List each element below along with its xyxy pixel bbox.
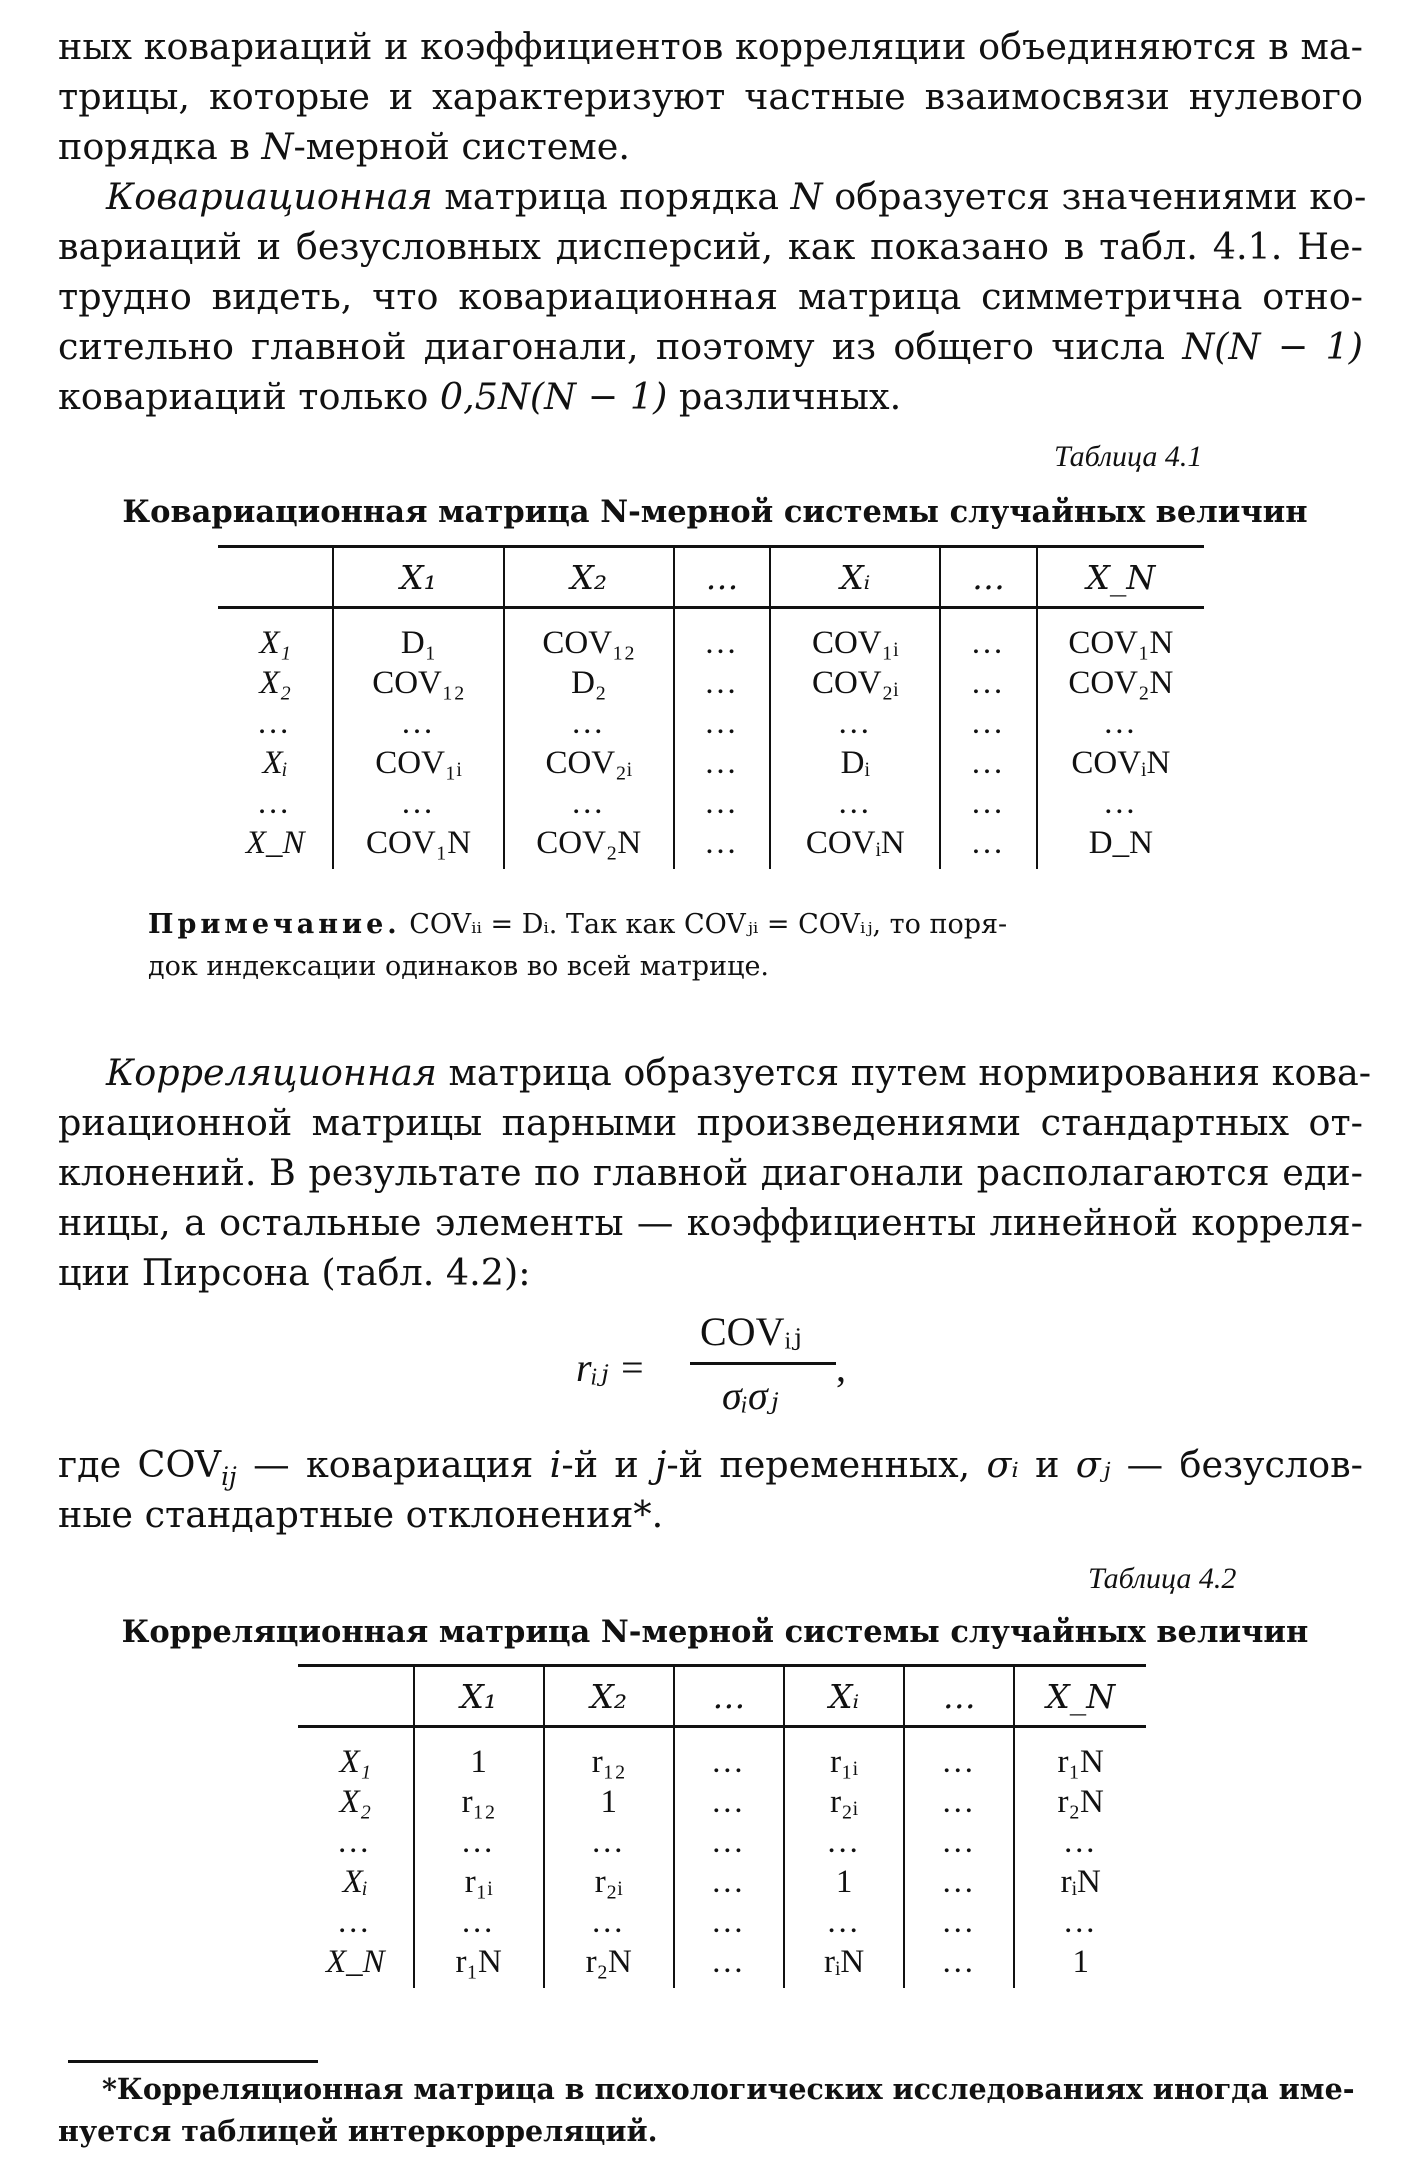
- row-header: X₁: [259, 624, 292, 661]
- table-cell: …: [333, 703, 503, 743]
- header-corner-cell: [218, 547, 333, 608]
- text-fragment: сительно главной диагонали, поэтому из общего числа: [58, 325, 1183, 368]
- text-line: ницы, а остальные элементы — коэффициенты линейной корреля-: [58, 1201, 1363, 1244]
- table-cell: …: [414, 1822, 544, 1862]
- column-header: X₁: [414, 1666, 544, 1727]
- header-corner-cell: [298, 1666, 414, 1727]
- table-cell: r₂ᵢ: [544, 1862, 674, 1902]
- table-cell: …: [674, 1902, 784, 1942]
- table-cell: COV₁ᵢ: [770, 608, 940, 664]
- math-symbol: i: [549, 1443, 562, 1486]
- text-line: [58, 372, 1363, 422]
- table-cell: …: [674, 1862, 784, 1902]
- column-header: X_N: [1037, 547, 1204, 608]
- table-cell: …: [1014, 1822, 1146, 1862]
- text-fragment: -й и: [561, 1443, 656, 1486]
- text-line: [148, 904, 1278, 946]
- math-symbol: j: [655, 1443, 667, 1486]
- text-line: [58, 172, 1367, 222]
- table-1-label: Таблица 4.1: [1054, 440, 1203, 473]
- text-fragment: порядка в: [58, 125, 262, 168]
- table-cell: …: [333, 783, 503, 823]
- table-cell: rᵢN: [1014, 1862, 1146, 1902]
- table-cell: COVᵢN: [770, 823, 940, 869]
- column-header: …: [940, 547, 1036, 608]
- text-line: риационной матрицы парными произведениями стандартных от-: [58, 1101, 1363, 1144]
- footnote: [58, 2068, 1363, 2152]
- table-cell: D_N: [1037, 823, 1204, 869]
- table-cell: COV₂ᵢ: [770, 663, 940, 703]
- column-header: X₂: [504, 547, 674, 608]
- table-cell: …: [674, 823, 770, 869]
- math-symbol: N: [261, 125, 294, 168]
- table-cell: D₁: [333, 608, 503, 664]
- text-fragment: матрица образуется путем нормирования кова-: [436, 1051, 1372, 1094]
- fraction-bar: [690, 1362, 836, 1365]
- column-header: …: [904, 1666, 1014, 1727]
- table-cell: r₂N: [544, 1942, 674, 1988]
- formula-comma: ,: [836, 1345, 846, 1390]
- text-fragment: — безуслов-: [1110, 1443, 1363, 1486]
- column-header: Xᵢ: [770, 547, 940, 608]
- table-cell: Dᵢ: [770, 743, 940, 783]
- table-cell: 1: [544, 1782, 674, 1822]
- table-cell: …: [940, 663, 1036, 703]
- table-cell: …: [770, 783, 940, 823]
- column-header: …: [674, 1666, 784, 1727]
- table-cell: 1: [1014, 1942, 1146, 1988]
- table-cell: …: [674, 1942, 784, 1988]
- table-cell: …: [504, 783, 674, 823]
- row-header: X_N: [325, 1943, 385, 1980]
- math-expression: 0,5N(N − 1): [439, 375, 668, 418]
- column-header: X_N: [1014, 1666, 1146, 1727]
- table-cell: COV₁N: [1037, 608, 1204, 664]
- table-cell: …: [674, 783, 770, 823]
- table-row: [218, 608, 1204, 664]
- table-cell: COV₁ᵢ: [333, 743, 503, 783]
- table-row: [218, 783, 1204, 823]
- covariance-table: [218, 545, 1204, 869]
- row-header: …: [339, 1903, 372, 1940]
- table-row: [218, 823, 1204, 869]
- math-expression: N(N − 1): [1182, 325, 1363, 368]
- table-cell: …: [674, 663, 770, 703]
- text-fragment: различных.: [667, 375, 902, 418]
- table-cell: …: [784, 1902, 904, 1942]
- text-fragment: -й переменных,: [666, 1443, 987, 1486]
- table-cell: …: [674, 743, 770, 783]
- column-header: …: [674, 547, 770, 608]
- paragraph-3: [58, 1048, 1372, 1298]
- table-cell: r₂ᵢ: [784, 1782, 904, 1822]
- formula-lhs: rᵢⱼ =: [576, 1345, 646, 1390]
- column-header: X₂: [544, 1666, 674, 1727]
- table-cell: …: [544, 1902, 674, 1942]
- table-cell: COV₂N: [504, 823, 674, 869]
- row-header: …: [259, 704, 292, 741]
- text-line: ные стандартные отклонения*.: [58, 1493, 664, 1536]
- text-line: [58, 122, 1363, 172]
- text-line: [58, 1048, 1372, 1098]
- table-cell: …: [674, 703, 770, 743]
- table-row: [218, 703, 1204, 743]
- table-cell: r₁ᵢ: [784, 1727, 904, 1783]
- row-header: X₂: [339, 1783, 372, 1820]
- table-row: [298, 1862, 1146, 1902]
- table-cell: …: [1037, 783, 1204, 823]
- table-cell: r₁₂: [544, 1727, 674, 1783]
- table-cell: …: [904, 1822, 1014, 1862]
- correlation-formula: [0, 1300, 1416, 1430]
- table-cell: …: [940, 743, 1036, 783]
- text-fragment: матрица порядка: [432, 175, 791, 218]
- note-label: Примечание.: [148, 909, 401, 940]
- table-row: [298, 1782, 1146, 1822]
- table-cell: r₁₂: [414, 1782, 544, 1822]
- table-cell: …: [544, 1822, 674, 1862]
- table-cell: COV₁₂: [333, 663, 503, 703]
- row-header: X_N: [245, 824, 305, 861]
- text-line: *Корреляционная матрица в психологических исследованиях иногда име-: [102, 2072, 1355, 2106]
- table-cell: …: [904, 1862, 1014, 1902]
- table-cell: 1: [784, 1862, 904, 1902]
- table-row: [218, 663, 1204, 703]
- text-line: [58, 1440, 1363, 1490]
- text-fragment: COVᵢᵢ = Dᵢ. Так как COVⱼᵢ = COVᵢⱼ, то поря-: [400, 909, 1008, 940]
- table-cell: COV₁N: [333, 823, 503, 869]
- row-header: X₁: [339, 1743, 372, 1780]
- table-cell: …: [1014, 1902, 1146, 1942]
- table-cell: …: [904, 1727, 1014, 1783]
- table-cell: r₁ᵢ: [414, 1862, 544, 1902]
- column-header: Xᵢ: [784, 1666, 904, 1727]
- text-line: нуется таблицей интеркорреляций.: [58, 2114, 658, 2148]
- paragraph-2: [58, 172, 1367, 422]
- text-fragment: образуется значениями ко-: [822, 175, 1367, 218]
- table-row: [298, 1942, 1146, 1988]
- table-cell: …: [674, 1727, 784, 1783]
- table-2-title: Корреляционная матрица N-мерной системы случайных величин: [121, 1614, 1309, 1650]
- row-header: Xᵢ: [262, 744, 288, 781]
- table-cell: …: [940, 608, 1036, 664]
- correlation-table: [298, 1664, 1146, 1988]
- text-line: трудно видеть, что ковариационная матрица симметрична отно-: [58, 275, 1363, 318]
- text-line: ции Пирсона (табл. 4.2):: [58, 1251, 531, 1294]
- table-cell: …: [940, 703, 1036, 743]
- table-cell: r₁N: [414, 1942, 544, 1988]
- table-row: [298, 1822, 1146, 1862]
- paragraph-1: [58, 22, 1363, 172]
- emphasis-term: Корреляционная: [106, 1051, 437, 1094]
- table-cell: …: [1037, 703, 1204, 743]
- paragraph-4: [58, 1440, 1363, 1540]
- text-line: док индексации одинаков во всей матрице.: [148, 951, 769, 982]
- text-fragment: где COV: [58, 1443, 222, 1486]
- formula-numerator: COVᵢⱼ: [700, 1309, 802, 1354]
- table-row: [298, 1727, 1146, 1783]
- formula-denominator: σᵢσⱼ: [722, 1373, 779, 1418]
- table-row: [298, 1902, 1146, 1942]
- table-cell: …: [674, 1782, 784, 1822]
- table-cell: …: [940, 823, 1036, 869]
- table-2-label: Таблица 4.2: [1088, 1562, 1237, 1595]
- table-cell: …: [414, 1902, 544, 1942]
- text-line: ных ковариаций и коэффициентов корреляции объединяются в ма-: [58, 25, 1363, 68]
- math-symbol: N: [790, 175, 823, 218]
- row-header: Xᵢ: [342, 1863, 369, 1900]
- table-cell: …: [674, 1822, 784, 1862]
- table-row: [218, 743, 1204, 783]
- table-cell: …: [904, 1902, 1014, 1942]
- table-cell: 1: [414, 1727, 544, 1783]
- text-fragment: — ковариация: [236, 1443, 550, 1486]
- table-cell: …: [674, 608, 770, 664]
- table-cell: …: [904, 1942, 1014, 1988]
- table-cell: COV₂N: [1037, 663, 1204, 703]
- row-header: …: [259, 784, 292, 821]
- table-cell: COVᵢN: [1037, 743, 1204, 783]
- emphasis-term: Ковариационная: [106, 175, 433, 218]
- table-cell: …: [784, 1822, 904, 1862]
- text-line: [58, 322, 1363, 372]
- column-header: X₁: [333, 547, 503, 608]
- table-cell: D₂: [504, 663, 674, 703]
- subscript: ij: [221, 1461, 237, 1491]
- footnote-rule: [68, 2060, 318, 2063]
- text-line: вариаций и безусловных дисперсий, как показано в табл. 4.1. Не-: [58, 225, 1363, 268]
- table-cell: r₂N: [1014, 1782, 1146, 1822]
- table-cell: rᵢN: [784, 1942, 904, 1988]
- text-fragment: -мерной системе.: [293, 125, 630, 168]
- table-cell: …: [940, 783, 1036, 823]
- table-cell: …: [770, 703, 940, 743]
- table-cell: …: [904, 1782, 1014, 1822]
- table-cell: COV₁₂: [504, 608, 674, 664]
- text-fragment: ковариаций только: [58, 375, 440, 418]
- math-symbol: σⱼ: [1075, 1443, 1111, 1486]
- text-line: клонений. В результате по главной диагонали располагаются еди-: [58, 1151, 1363, 1194]
- table-cell: r₁N: [1014, 1727, 1146, 1783]
- math-symbol: σᵢ: [986, 1443, 1019, 1486]
- text-line: трицы, которые и характеризуют частные взаимосвязи нулевого: [58, 75, 1363, 118]
- table-cell: …: [504, 703, 674, 743]
- table-1-note: [148, 904, 1278, 988]
- table-cell: COV₂ᵢ: [504, 743, 674, 783]
- table-1-title: Ковариационная матрица N-мерной системы случайных величин: [122, 494, 1308, 530]
- row-header: X₂: [259, 664, 292, 701]
- text-fragment: и: [1018, 1443, 1076, 1486]
- row-header: …: [339, 1823, 372, 1860]
